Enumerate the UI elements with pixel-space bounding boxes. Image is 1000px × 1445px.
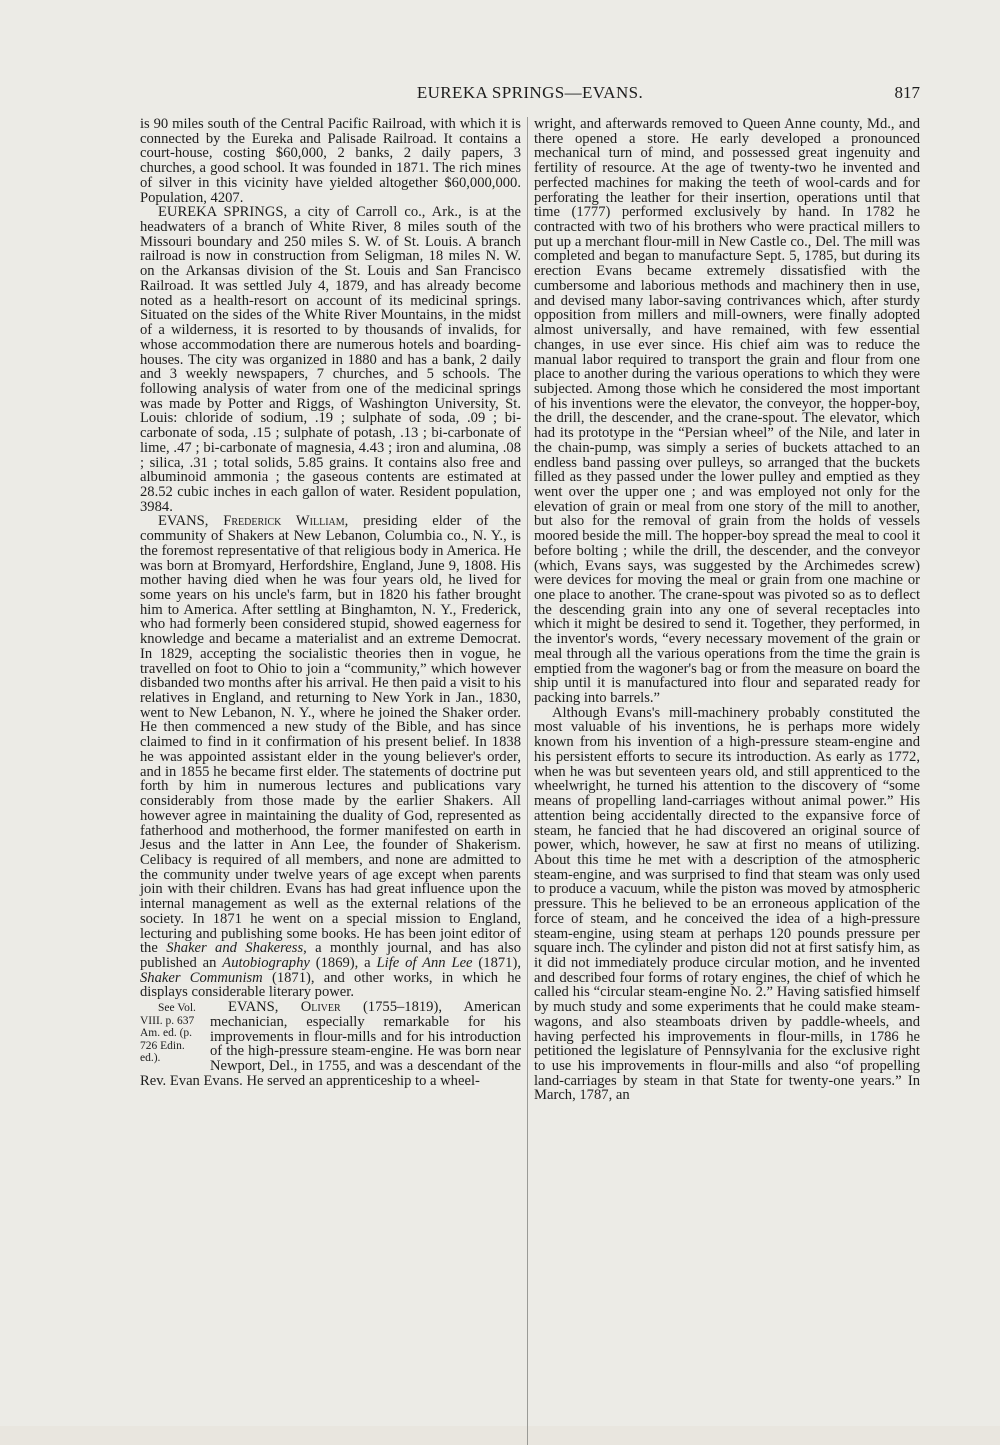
entry-head: EVANS, <box>228 999 301 1016</box>
page-header <box>140 83 920 107</box>
margin-note: See Vol. VIII. p. 637 Am. ed. (p. 726 Edin. ed.). <box>140 1002 196 1065</box>
title-italic: Autobiography <box>222 954 310 971</box>
entry-text: (1869), a <box>309 954 377 971</box>
entry-text: (1871), and other works, in which he displays considerable literary power. <box>140 969 522 1001</box>
entry-text: (1755–1819), American mechanician, especially remarkable for his improvements in flour-mills and for his introduction of the high-pressure steam-engine. He was born near Newport, Del., in 1755, and was a descendant of the Rev. Evan Evans. He served an apprenticeship to a wheel- <box>140 999 521 1089</box>
title-italic: Life of Ann Lee <box>376 954 473 971</box>
column-divider <box>527 117 528 1445</box>
entry-text: , presiding elder of the community of Shakers at New Lebanon, Columbia co., N. Y., is the foremost representative of that religious body in America. He was born at Bromyard, Herfordshire, England, June 9, 1808. His mother having died when he was four years old, he lived for some years on his uncle's farm, but in 1820 his father brought him to America. After settling at Binghamton, N. Y., Frederick, who had formerly been considered stupid, showed eagerness for knowledge and became a materialist and an extreme Democrat. In 1829, accepting the socialistic theories then in vogue, he travelled on foot to Ohio to join a “community,” which however disbanded two months after his arrival. He then paid a visit to his relatives in England, and returning to New York in Jan., 1830, went to New Lebanon, N. Y., where he joined the Shaker order. He then commenced a new study of the Bible, and has since claimed to find in it confirmation of his present belief. In 1838 he was appointed assistant elder in the young believer's order, and in 1855 he became first elder. The statements of doctrine put forth by him in numerous lectures and publications vary considerably from those made by the earlier Shakers. All however agree in maintaining the duality of God, represented as fatherhood and motherhood, the former manifested on earth in Jesus and the latter in Ann Lee, the founder of Shakerism. Celibacy is required of all members, and none are admitted to the community under twelve years of age except when parents join with their children. Evans has had great influence upon the internal management as well as the external relations of the society. In 1871 he went on a special mission to England, lecturing and publishing some books. He has been joint editor of the <box>140 513 521 957</box>
entry-head: EVANS, <box>158 513 224 530</box>
entry-text: (1871), <box>472 954 521 971</box>
entry-name: Oliver <box>300 999 341 1016</box>
paragraph-evans-mills: wright, and afterwards removed to Queen Anne county, Md., and there opened a store. He early developed a pronounced mechanical turn of mind, and possessed great ingenuity and fertility of resource. At the age of twenty-two he invented and perfected machines for making the teeth of wool-cards and for perforating the leather for their insertion, operations until that time (1777) performed exclusively by hand. In 1782 he contracted with two of his brothers who were practical millers to put up a merchant flour-mill in New Castle co., Del. The mill was completed and began to manufacture Sept. 5, 1785, but during its erection Evans became extremely dissatisfied with the cumbersome and laborious methods and machinery then in use, and devised many labor-saving contrivances which, after sturdy opposition from millers and mill-owners, were finally adopted almost universally, and have remained, with few essential changes, in use ever since. His chief aim was to reduce the manual labor required to transport the grain and flour from one place to another during the various operations to which they were subjected. Among those which he considered the most important of his inventions were the elevator, the conveyor, the hopper-boy, the drill, the descender, and the crane-spout. The elevator, which had its prototype in the “Persian wheel” of the Nile, and later in the chain-pump, was simply a series of buckets attached to an endless band passing over pulleys, so arranged that the buckets filled as they passed under the lower pulley and emptied as they went over the upper one ; and was employed not only for the elevation of grain or meal from one story of the mill to another, but also for the removal of grain from the holds of vessels moored beside the mill. The hopper-boy spread the meal to cool it before bolting ; while the drill, the descender, and the conveyor (which, Evans says, was suggested by the Archimedes screw) were devices for moving the meal or grain from one machine or one place to another. The crane-spout was pivoted so as to deflect the descending grain into any one of several receptacles into which it might be desired to send it. Together, they performed, in the inventor's words, “every necessary movement of the grain or meal through all the various operations from the time the grain is emptied from the wagoner's bag or from the measure on board the ship until it is manufactured into flour and separated ready for packing into barrels.” <box>534 116 920 707</box>
entry-name: Frederick William <box>223 513 345 530</box>
paragraph-eureka-nevada-end: is 90 miles south of the Central Pacific Railroad, with which it is connected by the Eureka and Palisade Railroad. It contains a court-house, costing $60,000, 2 banks, 2 daily papers, 3 churches, a good school. It was founded in 1871. The rich mines of silver in this vicinity have yielded altogether $60,000,000. Population, 4207. <box>140 116 521 206</box>
entry-text: , a monthly journal, and has also published an <box>140 940 522 971</box>
title-italic: Shaker and Shakeress <box>166 940 304 957</box>
paragraph-evans-frederick <box>140 514 521 1000</box>
paragraph-eureka-springs: EUREKA SPRINGS, a city of Carroll co., Ark., is at the headwaters of a branch of White River, 8 miles south of the Missouri boundary and 250 miles S. W. of St. Louis. A branch railroad is now in construction from Seligman, 18 miles N. W. on the Arkansas division of the St. Louis and San Francisco Railroad. It was settled July 4, 1879, and has already become noted as a health-resort on account of its medicinal springs. Situated on the sides of the White River Mountains, in the midst of a wilderness, it is resorted to by thousands of invalids, for whose accommodation there are numerous hotels and boarding-houses. The city was organized in 1880 and has a bank, 2 daily and 3 weekly newspapers, 7 churches, and 5 schools. The following analysis of water from one of the medicinal springs was made by Potter and Riggs, of Washington University, St. Louis: chloride of sodium, .19 ; sulphate of soda, .09 ; bi-carbonate of soda, .15 ; sulphate of potash, .13 ; bi-carbonate of lime, .47 ; bi-carbonate of magnesia, 4.43 ; iron and alumina, .08 ; silica, .31 ; total solids, 5.85 grains. It contains also free and albuminoid ammonia ; the gaseous contents are estimated at 28.52 cubic inches in each gallon of water. Resident population, 3984. <box>140 204 521 515</box>
title-italic: Shaker Communism <box>140 969 263 986</box>
right-column <box>534 117 920 1103</box>
paragraph-evans-oliver <box>140 1000 521 1088</box>
page-number: 817 <box>894 83 920 102</box>
paragraph-evans-steam: Although Evans's mill-machinery probably constituted the most valuable of his inventions, he is perhaps more widely known from his invention of a high-pressure steam-engine and his persistent efforts to secure its introduction. As early as 1772, when he was but seventeen years old, and still apprenticed to the wheelwright, he turned his attention to the discovery of “some means of propelling land-carriages without animal power.” His attention being accidentally directed to the expansive force of steam, he fancied that he had discovered an original source of power, which, however, he saw at first no means of utilizing. About this time he met with a description of the atmospheric steam-engine, and was surprised to find that steam was only used to produce a vacuum, while the piston was moved by atmospheric pressure. This he believed to be an erroneous application of the force of steam, and he conceived the idea of a high-pressure steam-engine, using steam at perhaps 120 pounds pressure per square inch. The cylinder and piston did not at first satisfy him, as it did not immediately produce circular motion, and he invented and described four forms of rotary engines, the chief of which he called his “circular steam-engine No. 2.” Having satisfied himself by much study and some experiments that he could make steam-wagons, and also steamboats driven by paddle-wheels, and having perfected his improvements in flour-mills, in 1786 he petitioned the legislature of Pennsylvania for the exclusive right to use his improvements in flour-mills and also “of propelling land-carriages by steam in that State for twenty-one years.” In March, 1787, an <box>534 704 920 1104</box>
running-title: EUREKA SPRINGS—EVANS. <box>416 83 644 102</box>
left-column <box>140 117 521 1088</box>
